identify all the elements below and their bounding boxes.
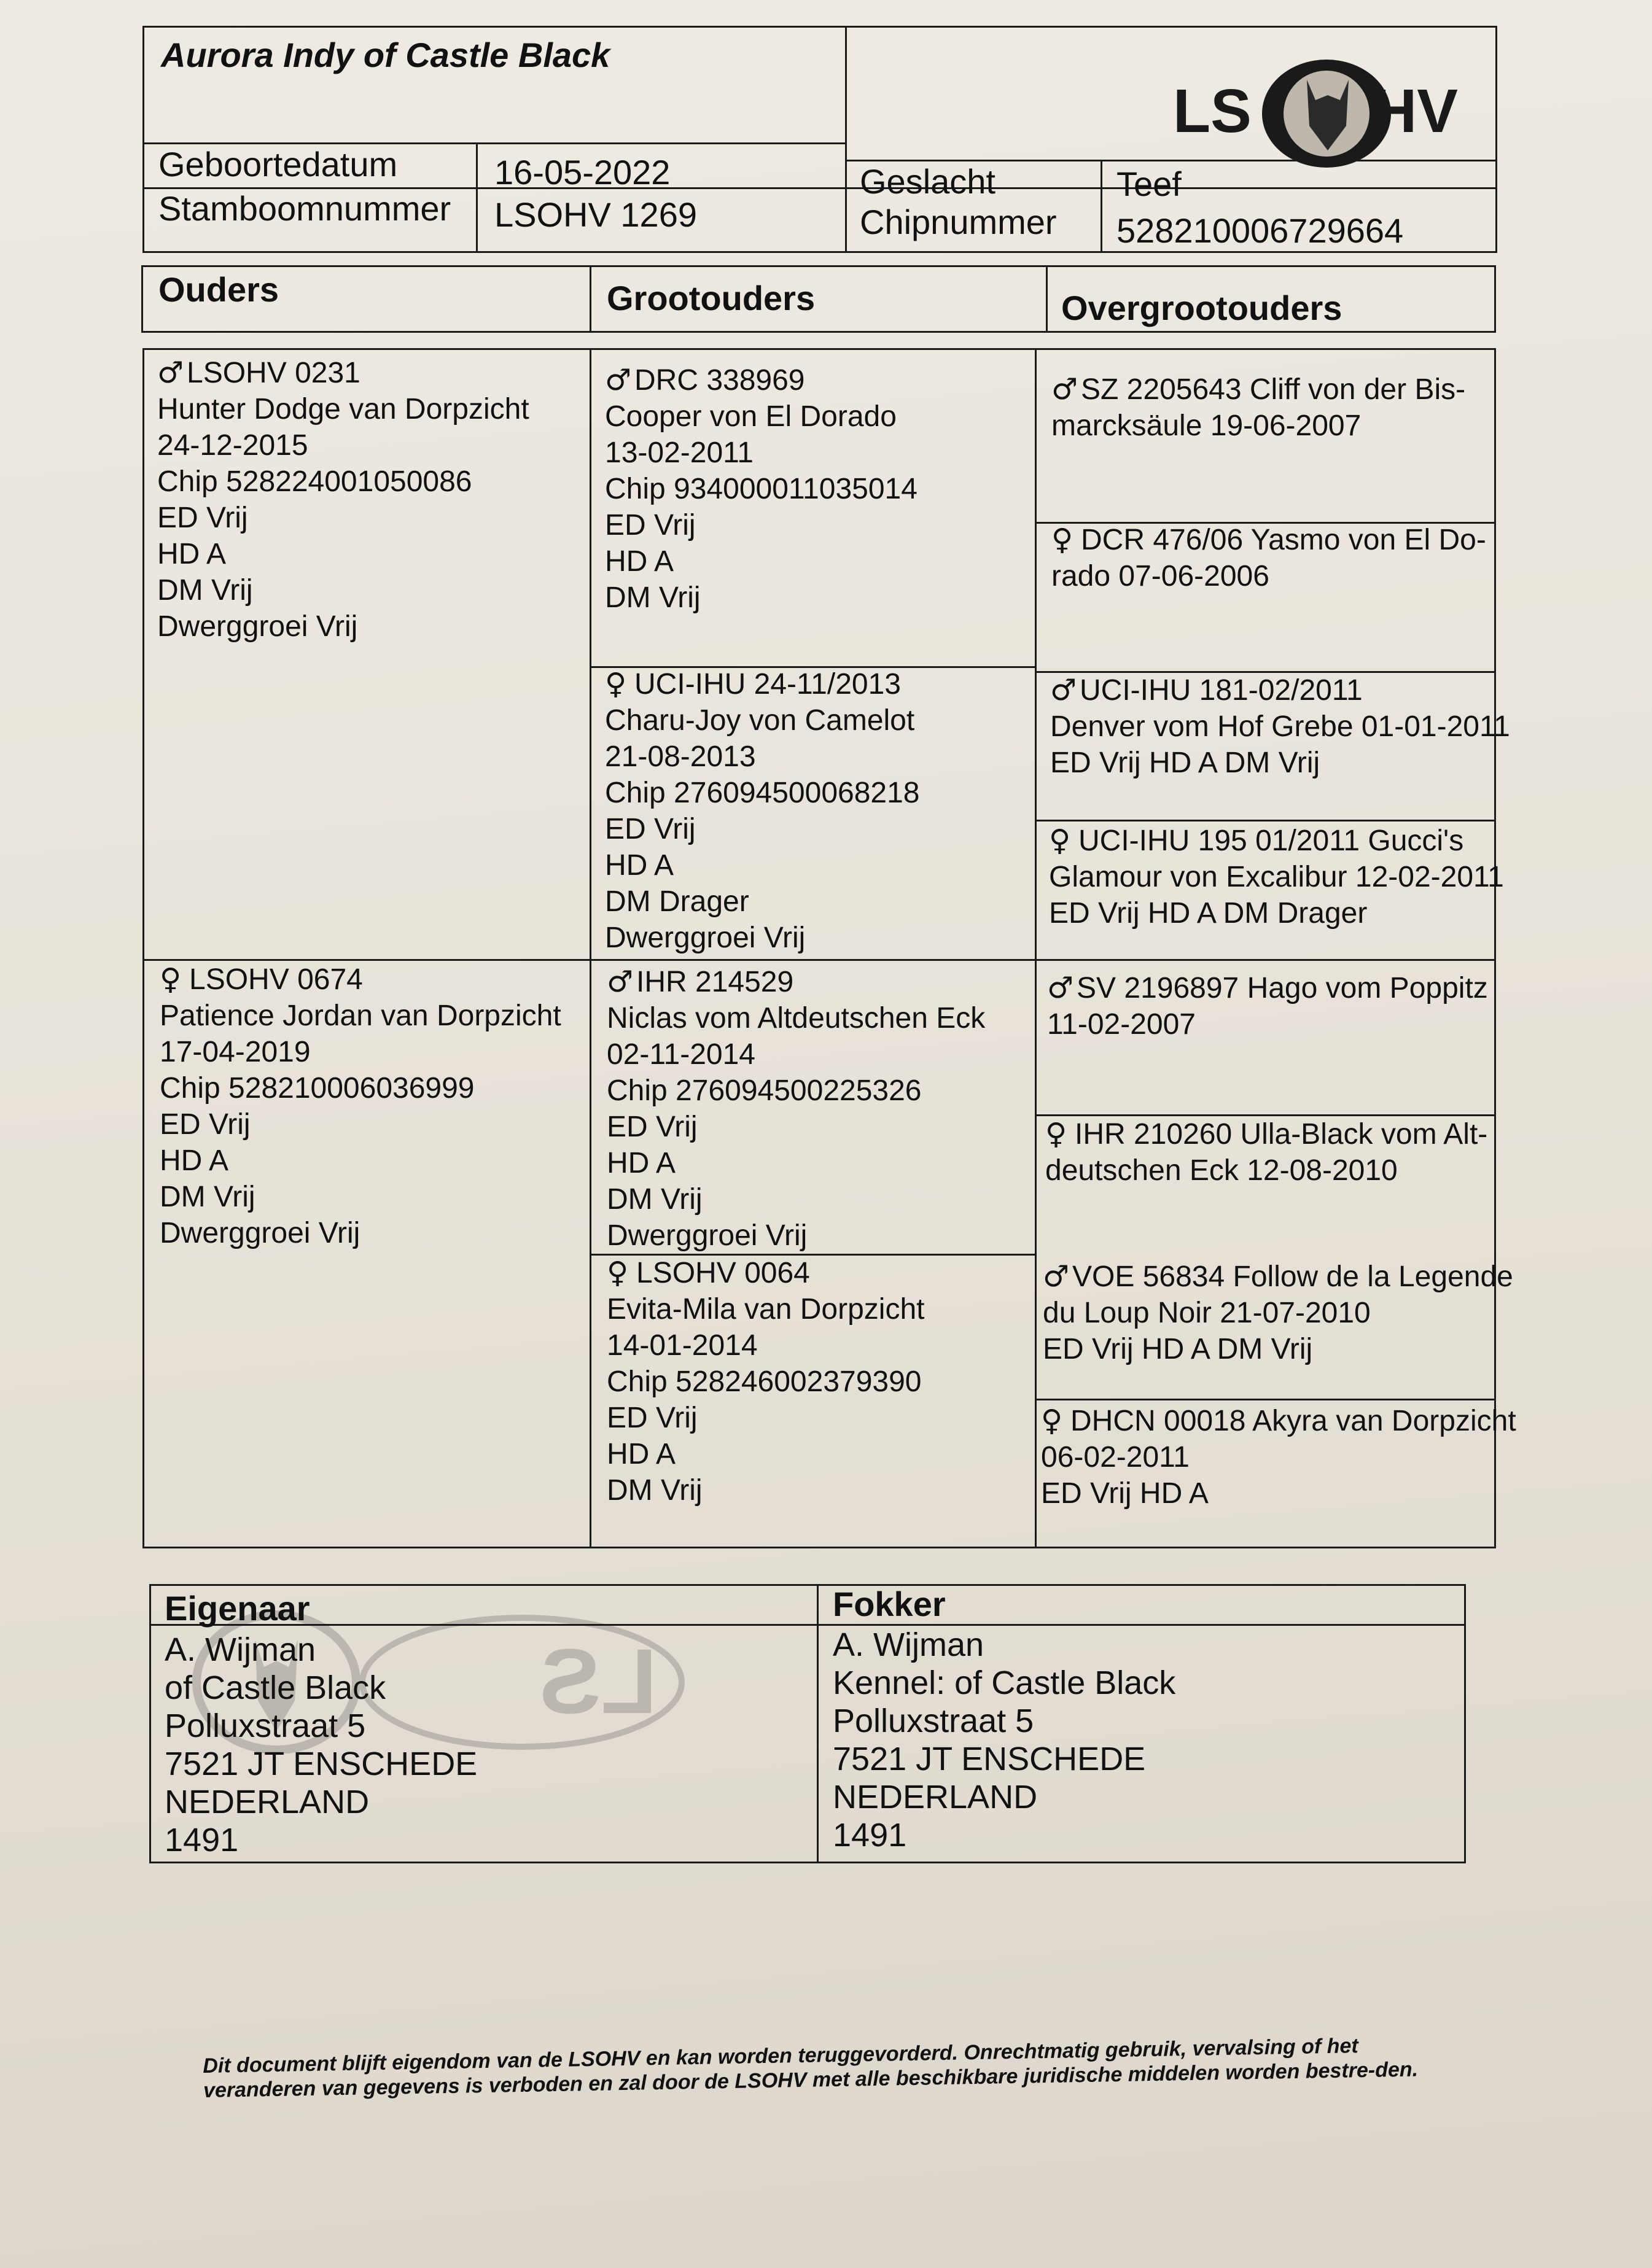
breeder-label: Fokker xyxy=(833,1585,946,1623)
registration-value: LSOHV 1269 xyxy=(494,195,697,234)
grid-parent-divider xyxy=(142,959,1496,961)
great-grandparent-8: ♀ DHCN 00018 Akyra van Dorpzicht 06-02-2011 ED Vrij HD A xyxy=(1041,1404,1516,1510)
grandparent-sire-sire: ♂ DRC 338969 Cooper von El Dorado 13-02-2011 Chip 934000011035014 ED Vrij HD A DM Vrij xyxy=(605,363,918,614)
female-symbol-icon: ♀ xyxy=(1041,1404,1063,1438)
owner-breeder-divider-horizontal xyxy=(149,1624,1466,1626)
birthdate-value: 16-05-2022 xyxy=(494,153,671,192)
owner-label: Eigenaar xyxy=(165,1589,310,1628)
svg-text:LS: LS xyxy=(539,1629,657,1733)
header-parents: Ouders xyxy=(158,270,279,309)
great-grandparent-5: ♂ SV 2196897 Hago vom Poppitz 11-02-2007 xyxy=(1047,971,1488,1041)
female-symbol-icon: ♀ xyxy=(605,667,627,701)
male-symbol-icon: ♂ xyxy=(1047,971,1074,1005)
owner-address: A. Wijman of Castle Black Polluxstraat 5 7521 JT ENSCHEDE NEDERLAND 1491 xyxy=(165,1631,478,1858)
great-grandparent-6: ♀ IHR 210260 Ulla-Black vom Alt- deutschen Eck 12-08-2010 xyxy=(1045,1117,1488,1187)
column-header-divider-2 xyxy=(1046,265,1048,333)
sex-value: Teef xyxy=(1116,165,1182,203)
disclaimer-text: Dit document blijft eigendom van de LSOHV en kan worden teruggevorderd. Onrechtmatig gebruik, vervalsing of het veranderen van gegevens is verboden en zal door de LSOHV met alle beschikbare juridische middelen worden bestre-den. xyxy=(203,2034,1419,2102)
header-great-grandparents: Overgrootouders xyxy=(1061,289,1342,327)
svg-text:LS: LS xyxy=(1173,77,1252,146)
male-symbol-icon: ♂ xyxy=(607,965,634,999)
header-divider-right-col xyxy=(1101,160,1102,253)
parent-sire: ♂ LSOHV 0231 Hunter Dodge van Dorpzicht 24-12-2015 Chip 528224001050086 ED Vrij HD A DM Vrij Dwerggroei Vrij xyxy=(157,355,529,643)
parent-dam: ♀ LSOHV 0674 Patience Jordan van Dorpzicht 17-04-2019 Chip 528210006036999 ED Vrij HD A DM Vrij Dwerggroei Vrij xyxy=(160,962,561,1249)
great-grandparent-2: ♀ DCR 476/06 Yasmo von El Do- rado 07-06-2006 xyxy=(1051,522,1486,592)
great-grandparent-4: ♀ UCI-IHU 195 01/2011 Gucci's Glamour von Excalibur 12-02-2011 ED Vrij HD A DM Drager xyxy=(1049,823,1504,930)
male-symbol-icon: ♂ xyxy=(1050,673,1077,707)
female-symbol-icon: ♀ xyxy=(1045,1117,1067,1151)
female-symbol-icon: ♀ xyxy=(160,962,182,996)
owner-breeder-divider-vertical xyxy=(817,1584,819,1863)
male-symbol-icon: ♂ xyxy=(1051,372,1078,406)
header-divider-left-col xyxy=(476,142,478,253)
female-symbol-icon: ♀ xyxy=(1049,823,1071,858)
female-symbol-icon: ♀ xyxy=(607,1256,629,1290)
grid-ggp-divider-5 xyxy=(1035,1399,1496,1400)
grid-ggp-divider-3 xyxy=(1035,820,1496,821)
birthdate-label: Geboortedatum xyxy=(158,145,398,184)
dog-name: Aurora Indy of Castle Black xyxy=(161,36,610,74)
header-divider-vertical xyxy=(845,26,847,253)
grandparent-dam-sire: ♂ IHR 214529 Niclas vom Altdeutschen Eck 02-11-2014 Chip 276094500225326 ED Vrij HD A DM Vrij Dwerggroei Vrij xyxy=(607,965,986,1252)
chip-label: Chipnummer xyxy=(860,203,1057,241)
chip-value: 528210006729664 xyxy=(1116,211,1404,250)
great-grandparent-7: ♂ VOE 56834 Follow de la Legende du Loup Noir 21-07-2010 ED Vrij HD A DM Vrij xyxy=(1043,1259,1513,1365)
great-grandparent-3: ♂ UCI-IHU 181-02/2011 Denver vom Hof Grebe 01-01-2011 ED Vrij HD A DM Vrij xyxy=(1050,673,1510,779)
sex-label: Geslacht xyxy=(860,162,995,201)
header-divider-top xyxy=(142,142,845,144)
male-symbol-icon: ♂ xyxy=(605,363,632,397)
svg-text:HV: HV xyxy=(1373,77,1458,146)
male-symbol-icon: ♂ xyxy=(157,355,184,390)
grandparent-sire-dam: ♀ UCI-IHU 24-11/2013 Charu-Joy von Camelot 21-08-2013 Chip 276094500068218 ED Vrij HD A DM Drager Dwerggroei Vrij xyxy=(605,667,920,954)
column-header-divider-1 xyxy=(590,265,591,333)
grandparent-dam-dam: ♀ LSOHV 0064 Evita-Mila van Dorpzicht 14-01-2014 Chip 528246002379390 ED Vrij HD A DM Vrij xyxy=(607,1256,925,1507)
lsohv-logo xyxy=(1167,52,1486,175)
grid-col-divider-1 xyxy=(590,348,591,1548)
breeder-address: A. Wijman Kennel: of Castle Black Polluxstraat 5 7521 JT ENSCHEDE NEDERLAND 1491 xyxy=(833,1626,1176,1854)
header-grandparents: Grootouders xyxy=(607,279,816,317)
great-grandparent-1: ♂ SZ 2205643 Cliff von der Bis- marcksäule 19-06-2007 xyxy=(1051,372,1466,442)
male-symbol-icon: ♂ xyxy=(1043,1259,1070,1294)
registration-label: Stamboomnummer xyxy=(158,189,451,228)
grid-col-divider-2 xyxy=(1035,348,1037,1548)
female-symbol-icon: ♀ xyxy=(1051,522,1073,557)
